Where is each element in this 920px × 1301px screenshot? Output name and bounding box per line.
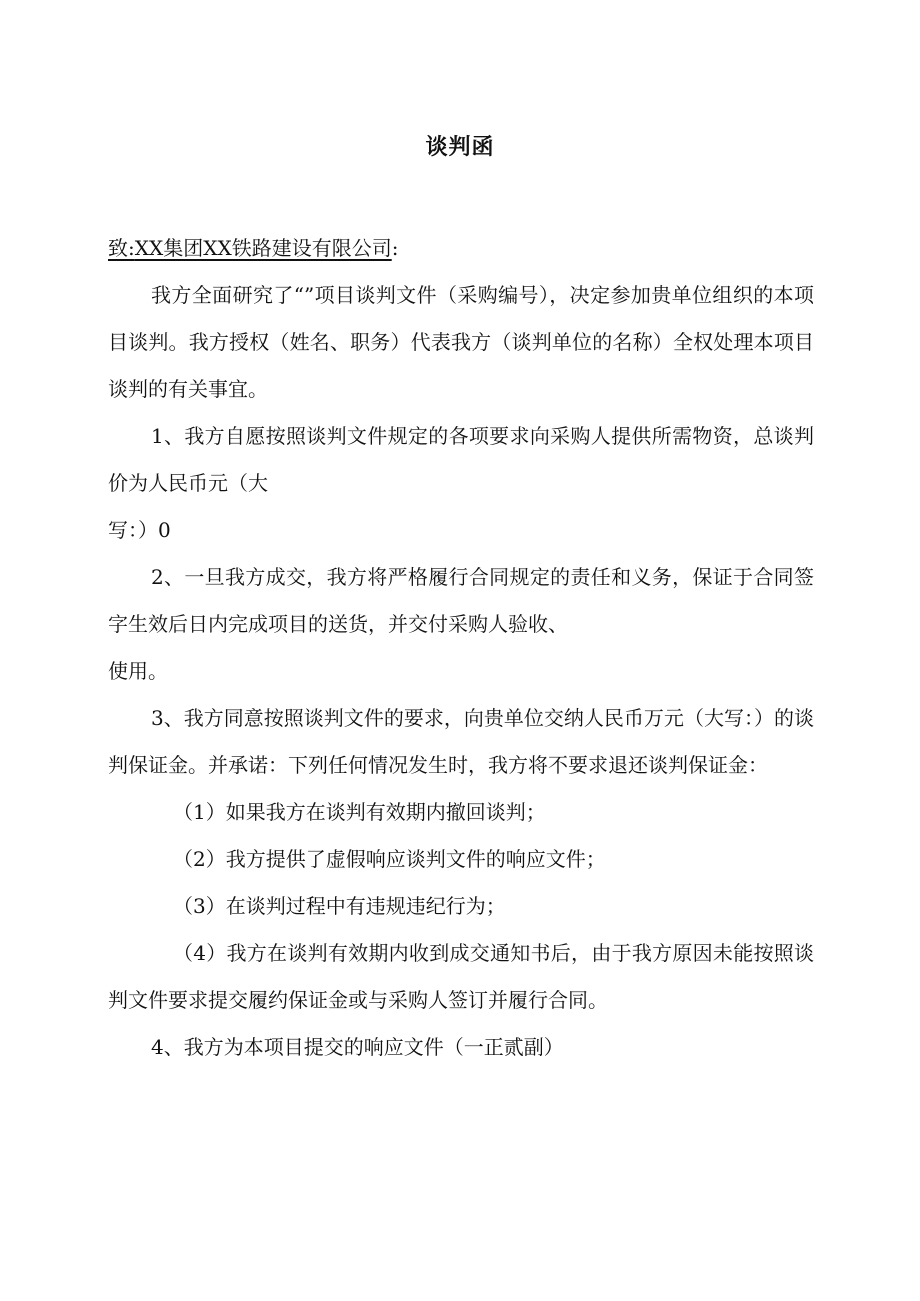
addressee-name: XX集团XX铁路建设有限公司 [134, 236, 392, 260]
item-3-paragraph: 3、我方同意按照谈判文件的要求，向贵单位交纳人民币万元（大写：）的谈判保证金。并承诺：下列任何情况发生时，我方将不要求退还谈判保证金： [108, 706, 814, 777]
addressee-line [108, 225, 814, 272]
item-1-line-2: 写：）0 [108, 518, 171, 542]
item-2-line-1: 2、一旦我方成交，我方将严格履行合同规定的责任和义务，保证于合同签字生效后日内完成项目的送货，并交付采购人验收、 [108, 565, 814, 636]
intro-paragraph: 我方全面研究了“”项目谈判文件（采购编号），决定参加贵单位组织的本项目谈判。我方授权（姓名、职务）代表我方（谈判单位的名称）全权处理本项目谈判的有关事宜。 [108, 283, 814, 401]
document-body [108, 225, 814, 1071]
sub-item-3: （3）在谈判过程中有违规违纪行为； [173, 894, 506, 918]
addressee-recipient [108, 236, 392, 260]
sub-item-2: （2）我方提供了虚假响应谈判文件的响应文件； [173, 847, 606, 871]
item-1-line-1: 1、我方自愿按照谈判文件规定的各项要求向采购人提供所需物资，总谈判价为人民币元（大 [108, 424, 814, 495]
item-4-paragraph: 4、我方为本项目提交的响应文件（一正贰副） [151, 1035, 564, 1059]
document-title: 谈判函 [425, 135, 495, 160]
addressee-suffix: : [391, 236, 399, 260]
sub-item-4: （4）我方在谈判有效期内收到成交通知书后，由于我方原因未能按照谈判文件要求提交履约保证金或与采购人签订并履行合同。 [108, 941, 814, 1012]
item-2-line-2: 使用。 [108, 659, 168, 683]
sub-item-1: （1）如果我方在谈判有效期内撤回谈判； [173, 800, 546, 824]
addressee-prefix: 致: [108, 236, 135, 260]
